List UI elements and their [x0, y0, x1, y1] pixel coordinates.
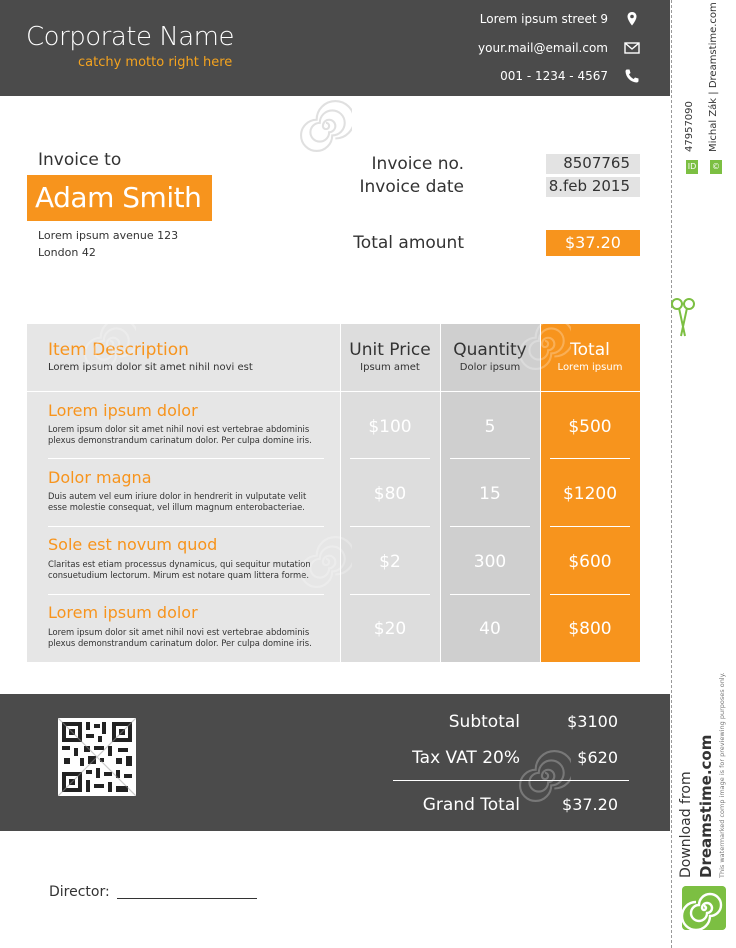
id-badge: ID — [686, 160, 698, 174]
client-name: Adam Smith — [35, 181, 202, 214]
signature-line — [117, 898, 257, 899]
column-header-unit-price: Unit Price — [349, 340, 431, 360]
column-header-quantity: Quantity — [453, 340, 527, 360]
item-unit-price: $80 — [373, 484, 407, 504]
location-pin-icon — [624, 11, 640, 27]
director-label: Director: — [49, 884, 110, 900]
dreamstime-logo-icon — [682, 886, 726, 930]
item-description-line: plexus demonstrandum carinatum dolor. Per culpa domine iris. — [48, 435, 312, 445]
cell-divider — [550, 458, 630, 459]
total-amount-label: Total amount — [353, 233, 464, 253]
item-quantity: 40 — [479, 619, 501, 639]
invoice-date-value: 8.feb 2015 — [548, 177, 630, 195]
item-description-line: esse molestie consequat, vel illum magnum enterobacteriae. — [48, 502, 305, 512]
tax-value: $620 — [577, 748, 618, 767]
item-quantity: 300 — [473, 552, 507, 572]
watermark-swirl-icon — [300, 100, 352, 152]
column-header-total: Total — [570, 340, 610, 360]
row-divider — [48, 458, 324, 459]
item-total: $600 — [568, 552, 612, 572]
item-description-line: Lorem ipsum dolor sit amet nihil novi est vertebrae abdominis — [48, 627, 310, 637]
item-unit-price: $2 — [379, 552, 401, 572]
download-from-label: Download from — [678, 771, 694, 878]
company-address: Lorem ipsum street 9 — [479, 12, 608, 26]
item-description-line: Lorem ipsum dolor sit amet nihil novi est vertebrae abdominis — [48, 424, 310, 434]
subtotal-label: Subtotal — [448, 712, 520, 732]
preview-disclaimer: This watermarked comp image is for previewing purposes only. — [718, 672, 726, 878]
grand-total-label: Grand Total — [422, 795, 520, 815]
item-description-line: consuetudium lectorum. Mirum est notare quam littera forme. — [48, 570, 309, 580]
site-name: Dreamstime.com — [697, 734, 715, 878]
image-id: 47957090 — [684, 101, 695, 152]
row-divider — [48, 526, 324, 527]
qr-code-icon — [58, 718, 136, 796]
cell-divider — [450, 458, 530, 459]
invoice-number-value: 8507765 — [563, 154, 630, 172]
cell-divider — [350, 458, 430, 459]
cell-divider — [450, 526, 530, 527]
invoice-date-box — [546, 177, 640, 197]
watermark-swirl-icon — [519, 750, 571, 802]
author-credit: Michal Zák | Dreamstime.com — [708, 2, 719, 152]
client-address-line1: Lorem ipsum avenue 123 — [38, 229, 179, 242]
copyright-badge: © — [710, 160, 722, 174]
company-motto: catchy motto right here — [78, 55, 233, 70]
company-phone: 001 - 1234 - 4567 — [500, 69, 608, 83]
envelope-icon — [624, 40, 640, 56]
cell-divider — [550, 594, 630, 595]
item-title: Dolor magna — [48, 468, 152, 487]
watermark-swirl-icon — [300, 536, 352, 588]
company-email: your.mail@email.com — [478, 41, 608, 55]
client-address-line2: London 42 — [38, 246, 96, 259]
item-unit-price: $20 — [373, 619, 407, 639]
item-title: Lorem ipsum dolor — [48, 603, 198, 622]
invoice-number-label: Invoice no. — [371, 154, 464, 174]
total-amount-value: $37.20 — [565, 233, 621, 252]
header-rule — [27, 391, 640, 392]
cell-divider — [350, 594, 430, 595]
item-title: Sole est novum quod — [48, 535, 218, 554]
cell-divider — [450, 594, 530, 595]
item-description-line: Claritas est etiam processus dynamicus, qui sequitur mutation — [48, 559, 311, 569]
item-description-line: plexus demonstrandum carinatum dolor. Per culpa domine iris. — [48, 638, 312, 648]
item-quantity: 15 — [479, 484, 501, 504]
column-subheader-quantity: Dolor ipsum — [459, 362, 521, 373]
watermark-swirl-icon — [519, 318, 571, 370]
item-title: Lorem ipsum dolor — [48, 401, 198, 420]
invoice-to-label: Invoice to — [38, 150, 122, 170]
items-table — [27, 324, 640, 662]
client-name-box — [27, 175, 212, 221]
tax-label: Tax VAT 20% — [412, 748, 520, 768]
total-amount-box — [546, 230, 640, 256]
column-subheader-total: Lorem ipsum — [557, 362, 623, 373]
cell-divider — [550, 526, 630, 527]
item-total: $500 — [568, 417, 612, 437]
watermark-swirl-icon — [84, 318, 136, 370]
company-name: Corporate Name — [26, 22, 234, 52]
grand-total-value: $37.20 — [562, 795, 618, 814]
row-divider — [48, 594, 324, 595]
cut-line — [671, 0, 672, 948]
item-unit-price: $100 — [368, 417, 412, 437]
subtotal-value: $3100 — [567, 712, 618, 731]
item-total: $800 — [568, 619, 612, 639]
column-subheader-description: Lorem ipsum dolor sit amet nihil novi est — [48, 362, 253, 373]
item-quantity: 5 — [484, 417, 496, 437]
header-band — [0, 0, 670, 96]
column-header-description: Item Description — [48, 340, 189, 360]
item-total: $1200 — [562, 484, 618, 504]
phone-icon — [624, 68, 640, 84]
invoice-number-box — [546, 154, 640, 174]
totals-divider — [393, 780, 629, 781]
scissors-icon — [668, 296, 698, 346]
invoice-date-label: Invoice date — [359, 177, 464, 197]
column-subheader-unit-price: Ipsum amet — [360, 362, 420, 373]
item-description-line: Duis autem vel eum iriure dolor in hendrerit in vulputate velit — [48, 491, 307, 501]
cell-divider — [350, 526, 430, 527]
